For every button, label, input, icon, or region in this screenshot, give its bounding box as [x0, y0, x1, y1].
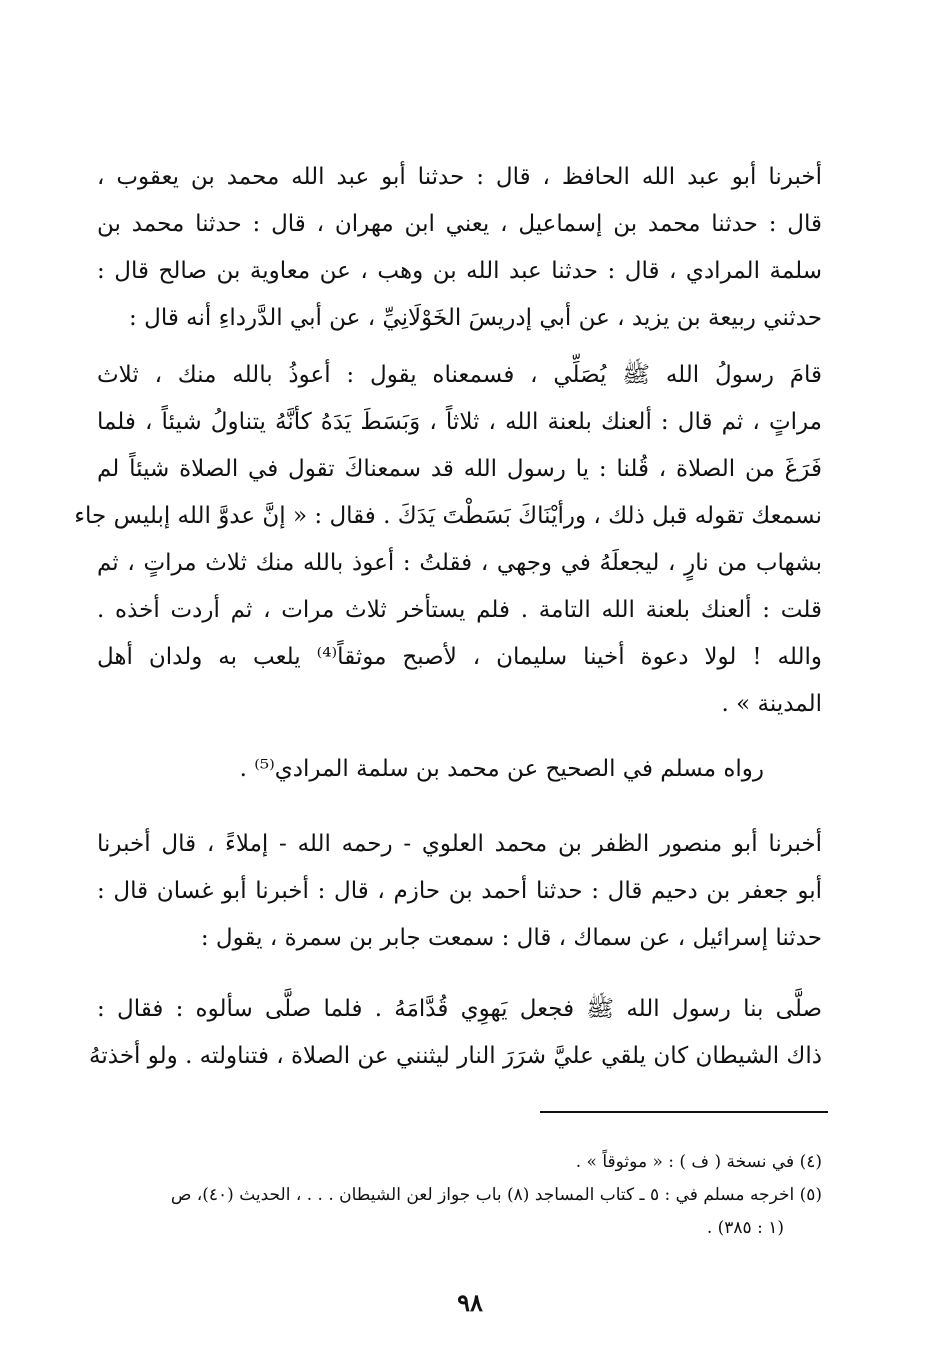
footnote: (٥) اخرجه مسلم في : ٥ ـ كتاب المساجد (٨) باب جواز لعن الشيطان . . . ، الحديث (٤٠)، ص [170, 1185, 822, 1205]
narration-note [97, 746, 822, 793]
text-line: أبو جعفر بن دحيم قال : حدثنا أحمد بن حازم ، قال : أخبرنا أبو غسان قال : [97, 878, 822, 904]
text-line: فَرَغَ من الصلاة ، قُلنا : يا رسول الله قد سمعناكَ تقول في الصلاة شيئاً لم [97, 456, 822, 482]
hadith-paragraph-1 [74, 352, 823, 728]
text-line: أخبرنا أبو منصور الظفر بن محمد العلوي - رحمه الله - إملاءً ، قال أخبرنا [97, 831, 822, 857]
text-line: قال : حدثنا محمد بن إسماعيل ، يعني ابن مهران ، قال : حدثنا محمد بن [97, 211, 822, 237]
footnote: (٤) في نسخة ( ف ) : « موثوقاً » . [575, 1152, 822, 1172]
footnote-divider [540, 1111, 828, 1113]
page-number: ٩٨ [457, 1288, 483, 1317]
text-line: سلمة المرادي ، قال : حدثنا عبد الله بن وهب ، عن معاوية بن صالح قال : [97, 258, 822, 284]
text-line: ذاك الشيطان كان يلقي عليَّ شرَرَ النار ليثنني عن الصلاة ، فتناولته . ولو أخذتهُ [89, 1043, 822, 1069]
isnad-paragraph-2 [97, 821, 822, 962]
text-line: صلَّى بنا رسول الله ﷺ فجعل يَهوِي قُدَّامَهُ . فلما صلَّى سألوه : فقال : [97, 996, 822, 1022]
footnotes [97, 1146, 822, 1245]
text-line: المدينة » . [721, 691, 822, 717]
text-line: قلت : ألعنك بلعنة الله التامة . فلم يستأخر ثلاث مرات ، ثم أردت أخذه . [97, 597, 822, 623]
text-line: مراتٍ ، ثم قال : ألعنك بلعنة الله ، ثلاثاً ، وَبَسَطَ يَدَهُ كأنَّهُ يتناولُ شيئاً ، فلما [97, 409, 822, 435]
text-line: نسمعك تقوله قبل ذلك ، ورأيْنَاكَ بَسَطْتَ يَدَكَ . فقال : « إنَّ عدوَّ الله إبليس جاء [74, 503, 822, 529]
text-line: رواه مسلم في الصحيح عن محمد بن سلمة المرادي⁽⁵⁾ . [239, 756, 764, 782]
footnote-continuation: (١ : ٣٨٥) . [706, 1218, 784, 1238]
text-line: والله ! لولا دعوة أخينا سليمان ، لأصبح موثقاً⁽⁴⁾ يلعب به ولدان أهل [97, 644, 823, 670]
text-line: حدثنا إسرائيل ، عن سماك ، قال : سمعت جابر بن سمرة ، يقول : [200, 925, 822, 951]
text-line: قامَ رسولُ الله ﷺ يُصَلِّي ، فسمعناه يقول : أعوذُ بالله منك ، ثلاث [97, 362, 822, 388]
text-line: أخبرنا أبو عبد الله الحافظ ، قال : حدثنا أبو عبد الله محمد بن يعقوب ، [97, 164, 822, 190]
isnad-paragraph-1 [97, 154, 822, 342]
text-line: بشهاب من نارٍ ، ليجعلَهُ في وجهي ، فقلتُ : أعوذ بالله منك ثلاث مراتٍ ، ثم [97, 550, 822, 576]
text-line: حدثني ربيعة بن يزيد ، عن أبي إدريسَ الخَوْلَانِيِّ ، عن أبي الدَّرداءِ أنه قال : [129, 305, 822, 331]
hadith-paragraph-2 [89, 986, 822, 1080]
